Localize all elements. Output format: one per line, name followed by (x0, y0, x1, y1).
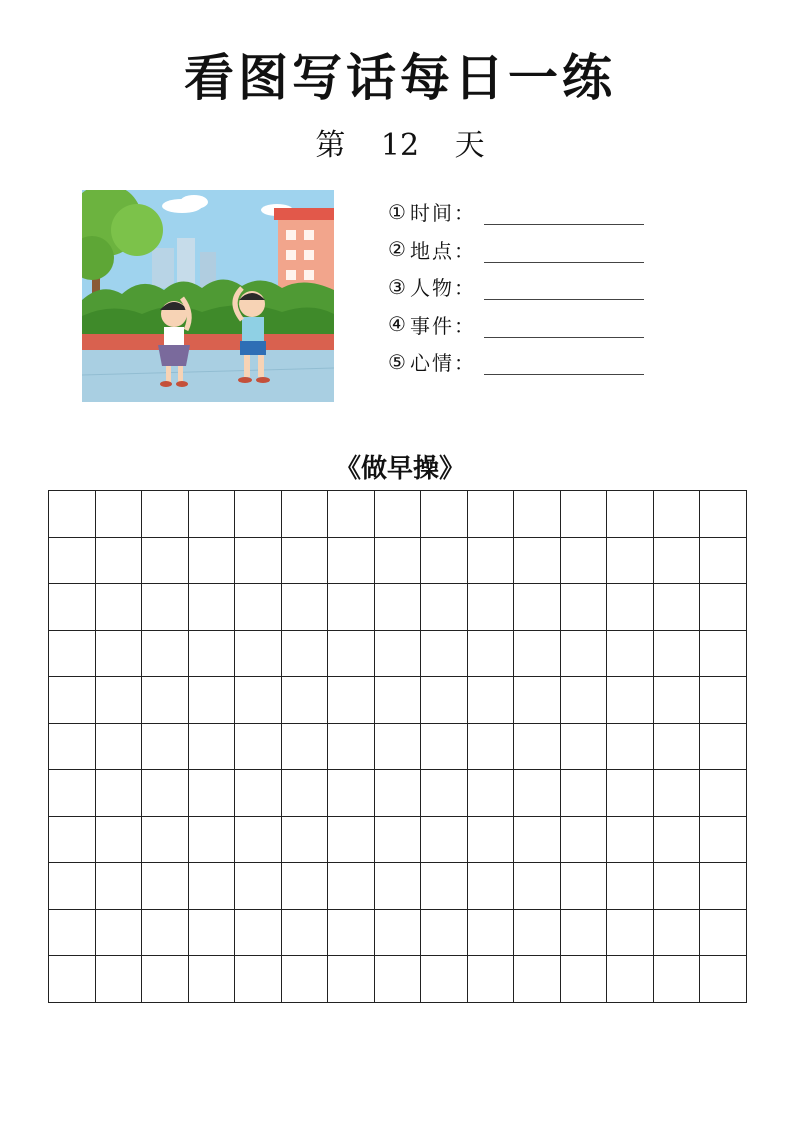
grid-cell[interactable] (700, 538, 747, 585)
grid-cell[interactable] (468, 817, 515, 864)
grid-cell[interactable] (514, 677, 561, 724)
field-colon: ： (454, 351, 474, 376)
field-place (388, 231, 678, 269)
grid-cell[interactable] (421, 584, 468, 631)
grid-cell[interactable] (421, 817, 468, 864)
grid-cell[interactable] (561, 538, 608, 585)
grid-cell[interactable] (514, 910, 561, 957)
grid-cell[interactable] (282, 724, 329, 771)
grid-cell[interactable] (375, 817, 422, 864)
grid-cell[interactable] (49, 631, 96, 678)
grid-cell[interactable] (49, 584, 96, 631)
grid-cell[interactable] (421, 491, 468, 538)
grid-cell[interactable] (375, 491, 422, 538)
field-number: ③ (388, 274, 406, 299)
grid-cell[interactable] (189, 956, 236, 1003)
grid-cell[interactable] (142, 724, 189, 771)
grid-cell[interactable] (282, 631, 329, 678)
grid-cell[interactable] (607, 956, 654, 1003)
grid-cell[interactable] (375, 910, 422, 957)
grid-cell[interactable] (607, 910, 654, 957)
grid-cell[interactable] (654, 724, 701, 771)
field-label: 事件 (410, 313, 454, 338)
grid-cell[interactable] (514, 956, 561, 1003)
grid-cell[interactable] (468, 724, 515, 771)
info-fields (388, 193, 678, 381)
grid-cell[interactable] (96, 724, 143, 771)
grid-cell[interactable] (561, 584, 608, 631)
day-prefix: 第 (315, 128, 346, 163)
field-event (388, 306, 678, 344)
grid-cell[interactable] (96, 817, 143, 864)
grid-cell[interactable] (142, 491, 189, 538)
grid-cell[interactable] (189, 724, 236, 771)
grid-cell[interactable] (328, 491, 375, 538)
grid-cell[interactable] (142, 538, 189, 585)
grid-cell[interactable] (282, 491, 329, 538)
grid-cell[interactable] (468, 491, 515, 538)
grid-cell[interactable] (607, 677, 654, 724)
grid-cell[interactable] (328, 817, 375, 864)
grid-cell[interactable] (328, 538, 375, 585)
answer-line[interactable] (484, 273, 644, 300)
grid-cell[interactable] (607, 724, 654, 771)
grid-cell[interactable] (700, 910, 747, 957)
grid-cell[interactable] (375, 956, 422, 1003)
grid-cell[interactable] (700, 770, 747, 817)
grid-cell[interactable] (282, 863, 329, 910)
grid-cell[interactable] (561, 631, 608, 678)
grid-cell[interactable] (189, 910, 236, 957)
grid-cell[interactable] (328, 724, 375, 771)
grid-cell[interactable] (282, 538, 329, 585)
grid-cell[interactable] (468, 770, 515, 817)
grid-cell[interactable] (468, 956, 515, 1003)
grid-cell[interactable] (328, 863, 375, 910)
grid-cell[interactable] (421, 770, 468, 817)
grid-cell[interactable] (700, 863, 747, 910)
grid-cell[interactable] (189, 817, 236, 864)
grid-cell[interactable] (96, 770, 143, 817)
grid-cell[interactable] (282, 677, 329, 724)
grid-cell[interactable] (96, 538, 143, 585)
grid-cell[interactable] (142, 910, 189, 957)
grid-cell[interactable] (142, 863, 189, 910)
grid-cell[interactable] (235, 863, 282, 910)
grid-cell[interactable] (235, 538, 282, 585)
field-colon: ： (454, 238, 474, 263)
grid-cell[interactable] (561, 863, 608, 910)
grid-cell[interactable] (189, 863, 236, 910)
grid-cell[interactable] (96, 956, 143, 1003)
grid-cell[interactable] (514, 491, 561, 538)
grid-cell[interactable] (514, 817, 561, 864)
grid-cell[interactable] (49, 677, 96, 724)
grid-cell[interactable] (654, 956, 701, 1003)
grid-cell[interactable] (375, 724, 422, 771)
field-number: ② (388, 237, 406, 262)
grid-cell[interactable] (49, 863, 96, 910)
field-mood (388, 343, 678, 381)
grid-cell[interactable] (375, 677, 422, 724)
grid-cell[interactable] (235, 584, 282, 631)
grid-cell[interactable] (96, 863, 143, 910)
grid-cell[interactable] (700, 724, 747, 771)
grid-cell[interactable] (514, 724, 561, 771)
grid-cell[interactable] (607, 770, 654, 817)
grid-cell[interactable] (514, 770, 561, 817)
grid-cell[interactable] (328, 677, 375, 724)
grid-cell[interactable] (49, 724, 96, 771)
grid-cell[interactable] (49, 910, 96, 957)
grid-cell[interactable] (235, 631, 282, 678)
grid-cell[interactable] (375, 863, 422, 910)
grid-cell[interactable] (514, 538, 561, 585)
grid-cell[interactable] (375, 538, 422, 585)
field-label: 地点 (410, 238, 454, 263)
grid-cell[interactable] (328, 631, 375, 678)
field-number: ① (388, 199, 406, 224)
grid-cell[interactable] (607, 817, 654, 864)
day-suffix: 天 (454, 128, 485, 163)
grid-cell[interactable] (142, 817, 189, 864)
grid-cell[interactable] (561, 724, 608, 771)
grid-cell[interactable] (468, 677, 515, 724)
grid-cell[interactable] (700, 956, 747, 1003)
grid-cell[interactable] (700, 677, 747, 724)
grid-cell[interactable] (328, 770, 375, 817)
grid-cell[interactable] (235, 677, 282, 724)
grid-cell[interactable] (49, 770, 96, 817)
field-colon: ： (454, 313, 474, 338)
answer-line[interactable] (484, 236, 644, 263)
grid-cell[interactable] (700, 491, 747, 538)
grid-cell[interactable] (142, 677, 189, 724)
grid-cell[interactable] (235, 724, 282, 771)
grid-cell[interactable] (607, 538, 654, 585)
grid-cell[interactable] (189, 677, 236, 724)
field-colon: ： (454, 201, 474, 226)
field-characters (388, 268, 678, 306)
grid-cell[interactable] (700, 817, 747, 864)
grid-cell[interactable] (654, 631, 701, 678)
grid-cell[interactable] (654, 677, 701, 724)
field-label: 心情 (410, 351, 454, 376)
grid-cell[interactable] (607, 584, 654, 631)
grid-cell[interactable] (700, 631, 747, 678)
grid-cell[interactable] (142, 956, 189, 1003)
grid-cell[interactable] (561, 956, 608, 1003)
grid-cell[interactable] (328, 584, 375, 631)
grid-cell[interactable] (282, 817, 329, 864)
grid-cell[interactable] (49, 817, 96, 864)
day-number: 12 (380, 128, 420, 163)
answer-line[interactable] (484, 348, 644, 375)
illustration-morning-exercise (82, 190, 334, 402)
grid-cell[interactable] (96, 631, 143, 678)
grid-cell[interactable] (421, 724, 468, 771)
grid-cell[interactable] (96, 910, 143, 957)
grid-cell[interactable] (189, 584, 236, 631)
grid-cell[interactable] (607, 863, 654, 910)
grid-cell[interactable] (235, 770, 282, 817)
grid-cell[interactable] (514, 863, 561, 910)
grid-cell[interactable] (96, 677, 143, 724)
grid-cell[interactable] (654, 538, 701, 585)
grid-cell[interactable] (189, 538, 236, 585)
grid-cell[interactable] (421, 631, 468, 678)
grid-cell[interactable] (282, 910, 329, 957)
answer-line[interactable] (484, 311, 644, 338)
grid-cell[interactable] (235, 491, 282, 538)
grid-cell[interactable] (468, 631, 515, 678)
grid-cell[interactable] (421, 956, 468, 1003)
grid-cell[interactable] (49, 956, 96, 1003)
grid-cell[interactable] (421, 863, 468, 910)
grid-cell[interactable] (235, 910, 282, 957)
essay-title: 《做早操》 (334, 454, 465, 484)
grid-cell[interactable] (654, 584, 701, 631)
grid-cell[interactable] (654, 491, 701, 538)
grid-cell[interactable] (468, 584, 515, 631)
grid-cell[interactable] (421, 677, 468, 724)
grid-cell[interactable] (142, 770, 189, 817)
grid-cell[interactable] (421, 538, 468, 585)
grid-cell[interactable] (375, 584, 422, 631)
grid-cell[interactable] (49, 491, 96, 538)
grid-cell[interactable] (514, 631, 561, 678)
grid-cell[interactable] (468, 863, 515, 910)
grid-cell[interactable] (142, 584, 189, 631)
grid-cell[interactable] (468, 910, 515, 957)
grid-cell[interactable] (282, 584, 329, 631)
grid-cell[interactable] (96, 584, 143, 631)
grid-cell[interactable] (654, 910, 701, 957)
grid-cell[interactable] (607, 491, 654, 538)
grid-cell[interactable] (282, 956, 329, 1003)
grid-cell[interactable] (375, 631, 422, 678)
field-colon: ： (454, 276, 474, 301)
page-title: 看图写话每日一练 (184, 48, 616, 107)
grid-cell[interactable] (654, 863, 701, 910)
grid-cell[interactable] (328, 910, 375, 957)
grid-cell[interactable] (700, 584, 747, 631)
grid-cell[interactable] (189, 770, 236, 817)
grid-cell[interactable] (235, 956, 282, 1003)
grid-cell[interactable] (654, 817, 701, 864)
grid-cell[interactable] (561, 770, 608, 817)
day-indicator (0, 126, 800, 166)
field-number: ④ (388, 312, 406, 337)
grid-cell[interactable] (142, 631, 189, 678)
field-number: ⑤ (388, 349, 406, 374)
grid-cell[interactable] (96, 491, 143, 538)
grid-cell[interactable] (421, 910, 468, 957)
grid-cell[interactable] (49, 538, 96, 585)
grid-cell[interactable] (561, 677, 608, 724)
field-time (388, 193, 678, 231)
grid-cell[interactable] (514, 584, 561, 631)
answer-line[interactable] (484, 198, 644, 225)
grid-cell[interactable] (328, 956, 375, 1003)
grid-cell[interactable] (561, 817, 608, 864)
field-label: 时间 (410, 201, 454, 226)
grid-cell[interactable] (189, 491, 236, 538)
grid-cell[interactable] (235, 817, 282, 864)
grid-cell[interactable] (607, 631, 654, 678)
grid-cell[interactable] (561, 910, 608, 957)
grid-cell[interactable] (189, 631, 236, 678)
field-label: 人物 (410, 276, 454, 301)
grid-cell[interactable] (654, 770, 701, 817)
grid-cell[interactable] (282, 770, 329, 817)
grid-cell[interactable] (561, 491, 608, 538)
writing-grid (48, 490, 747, 1003)
grid-cell[interactable] (375, 770, 422, 817)
grid-cell[interactable] (468, 538, 515, 585)
